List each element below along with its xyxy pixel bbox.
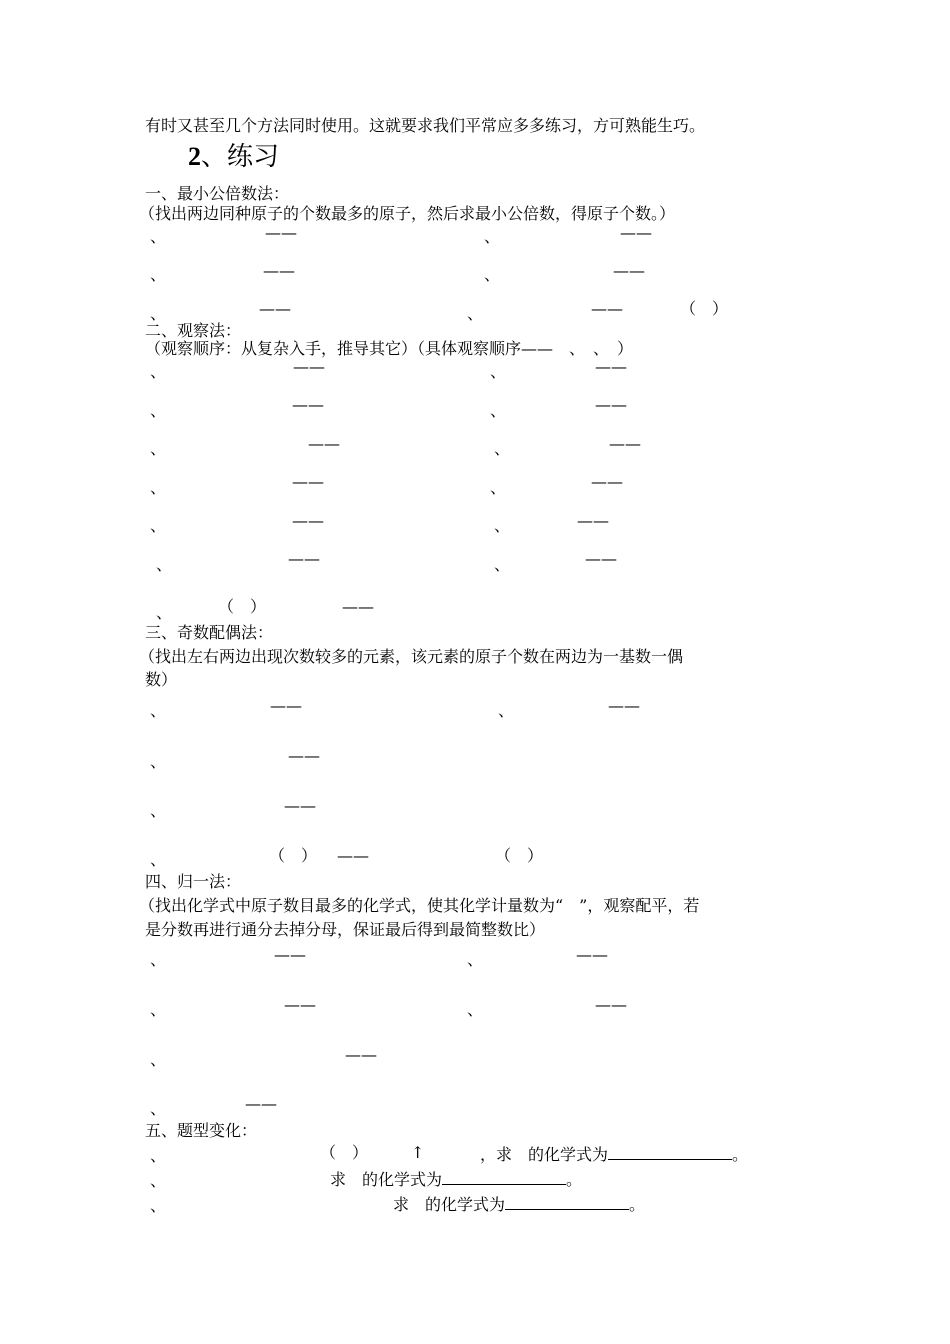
s1-item-2-dash: —— <box>620 223 652 242</box>
s5-q3-answer-blank[interactable] <box>505 1193 629 1210</box>
s1-item-1-dash: —— <box>265 223 297 242</box>
s5-q2-end: 。 <box>566 1170 583 1189</box>
s2-desc: （观察顺序：从复杂入手，推导其它）（具体观察顺序—— 、 、 ） <box>145 339 634 358</box>
s1-item-5-comma: 、 <box>150 304 167 323</box>
s3-item-1-comma: 、 <box>150 701 167 720</box>
s2-item-9-dash: —— <box>292 511 324 530</box>
s2-item-7-comma: 、 <box>150 478 167 497</box>
s4-item-1-comma: 、 <box>150 950 167 969</box>
s2-item-5-dash: —— <box>308 434 340 453</box>
s2-item-1-comma: 、 <box>150 362 167 381</box>
s3-item-3-comma: 、 <box>150 752 167 771</box>
s5-q3-end: 。 <box>629 1195 646 1214</box>
s4-item-5-comma: 、 <box>150 1050 167 1069</box>
s4-title: 四、归一法： <box>145 872 242 891</box>
s2-item-10-dash: —— <box>577 511 609 530</box>
s5-q1-prompt: ，求 的化学式为 <box>480 1145 609 1164</box>
s1-item-4-comma: 、 <box>484 265 501 284</box>
s2-item-3-comma: 、 <box>150 401 167 420</box>
s4-item-6-dash: —— <box>245 1094 277 1113</box>
s3-item-5-paren: （ ） <box>269 846 318 865</box>
s2-item-10-comma: 、 <box>494 516 511 535</box>
s2-item-4-comma: 、 <box>490 401 507 420</box>
s1-item-3-dash: —— <box>263 261 295 280</box>
s2-item-3-dash: —— <box>292 395 324 414</box>
s1-title: 一、最小公倍数法： <box>145 184 290 203</box>
s2-item-13-comma: 、 <box>156 603 173 622</box>
s5-title: 五、题型变化： <box>145 1121 258 1140</box>
s3-item-4-comma: 、 <box>150 801 167 820</box>
intro-line: 有时又甚至几个方法同时使用。这就要求我们平常应多多练习，方可熟能生巧。 <box>145 116 706 135</box>
section-title <box>188 142 279 172</box>
s5-q2-prompt: 求 的化学式为 <box>330 1170 443 1189</box>
s5-q1-text <box>480 1143 748 1165</box>
s4-item-6-comma: 、 <box>150 1099 167 1118</box>
s1-desc: （找出两边同种原子的个数最多的原子，然后求最小公倍数，得原子个数。） <box>139 204 676 223</box>
s4-item-4-dash: —— <box>595 995 627 1014</box>
s2-item-8-dash: —— <box>591 472 623 491</box>
s1-item-3-comma: 、 <box>150 265 167 284</box>
s5-q1-end: 。 <box>732 1145 749 1164</box>
s3-item-5-paren-2: （ ） <box>495 846 544 865</box>
s1-item-1-comma: 、 <box>150 227 167 246</box>
s5-q2-comma: 、 <box>150 1171 167 1190</box>
s3-item-2-dash: —— <box>608 696 640 715</box>
s3-item-5-dash: —— <box>337 846 369 865</box>
s5-q3-text <box>393 1193 645 1215</box>
s2-item-9-comma: 、 <box>150 516 167 535</box>
s5-q2-answer-blank[interactable] <box>442 1168 566 1185</box>
s4-item-2-comma: 、 <box>467 950 484 969</box>
s3-desc-line-2: 数） <box>145 670 178 689</box>
s3-item-3-dash: —— <box>288 746 320 765</box>
s1-item-2-comma: 、 <box>484 227 501 246</box>
s1-item-6-paren: （ ） <box>680 299 729 318</box>
s2-item-2-comma: 、 <box>490 362 507 381</box>
s5-q3-comma: 、 <box>150 1196 167 1215</box>
s2-item-12-comma: 、 <box>494 555 511 574</box>
s5-q1-comma: 、 <box>150 1146 167 1165</box>
s4-item-3-comma: 、 <box>150 1000 167 1019</box>
s5-q2-text <box>330 1168 582 1190</box>
s2-title: 二、观察法： <box>145 321 242 340</box>
s3-item-4-dash: —— <box>284 796 316 815</box>
s2-item-6-dash: —— <box>609 434 641 453</box>
s2-item-6-comma: 、 <box>494 439 511 458</box>
s4-item-4-comma: 、 <box>467 1000 484 1019</box>
s5-q1-paren: （ ） <box>320 1143 369 1162</box>
s4-item-1-dash: —— <box>274 945 306 964</box>
s2-item-2-dash: —— <box>595 357 627 376</box>
s2-item-4-dash: —— <box>595 395 627 414</box>
s2-item-13-dash: —— <box>342 597 374 616</box>
s1-item-4-dash: —— <box>613 261 645 280</box>
s3-item-5-comma: 、 <box>150 850 167 869</box>
s3-item-1-dash: —— <box>270 696 302 715</box>
s1-item-6-dash: —— <box>591 299 623 318</box>
s3-item-2-comma: 、 <box>498 701 515 720</box>
s1-item-5-dash: —— <box>259 299 291 318</box>
s2-item-13-paren: （ ） <box>218 597 267 616</box>
s4-desc-line-2: 是分数再进行通分去掉分母，保证最后得到最简整数比） <box>145 920 546 939</box>
section-number: 2 <box>188 142 201 171</box>
section-title-text: 、练习 <box>201 142 280 172</box>
s2-item-1-dash: —— <box>293 357 325 376</box>
s2-item-7-dash: —— <box>292 472 324 491</box>
s5-q3-prompt: 求 的化学式为 <box>393 1195 506 1214</box>
s4-item-2-dash: —— <box>576 945 608 964</box>
s2-item-11-comma: 、 <box>156 555 173 574</box>
s1-item-6-comma: 、 <box>467 304 484 323</box>
s3-title: 三、奇数配偶法： <box>145 623 274 642</box>
s4-item-5-dash: —— <box>345 1045 377 1064</box>
s3-desc-line-1: （找出左右两边出现次数较多的元素，该元素的原子个数在两边为一基数一偶 <box>139 647 684 666</box>
s4-item-3-dash: —— <box>284 995 316 1014</box>
gas-up-arrow-icon: ↑ <box>411 1143 425 1162</box>
s2-item-11-dash: —— <box>288 549 320 568</box>
s2-item-8-comma: 、 <box>490 478 507 497</box>
s2-item-12-dash: —— <box>585 549 617 568</box>
s2-item-5-comma: 、 <box>150 439 167 458</box>
s4-desc-line-1: （找出化学式中原子数目最多的化学式，使其化学计量数为“ ”，观察配平，若 <box>139 896 700 915</box>
s5-q1-answer-blank[interactable] <box>608 1143 732 1160</box>
